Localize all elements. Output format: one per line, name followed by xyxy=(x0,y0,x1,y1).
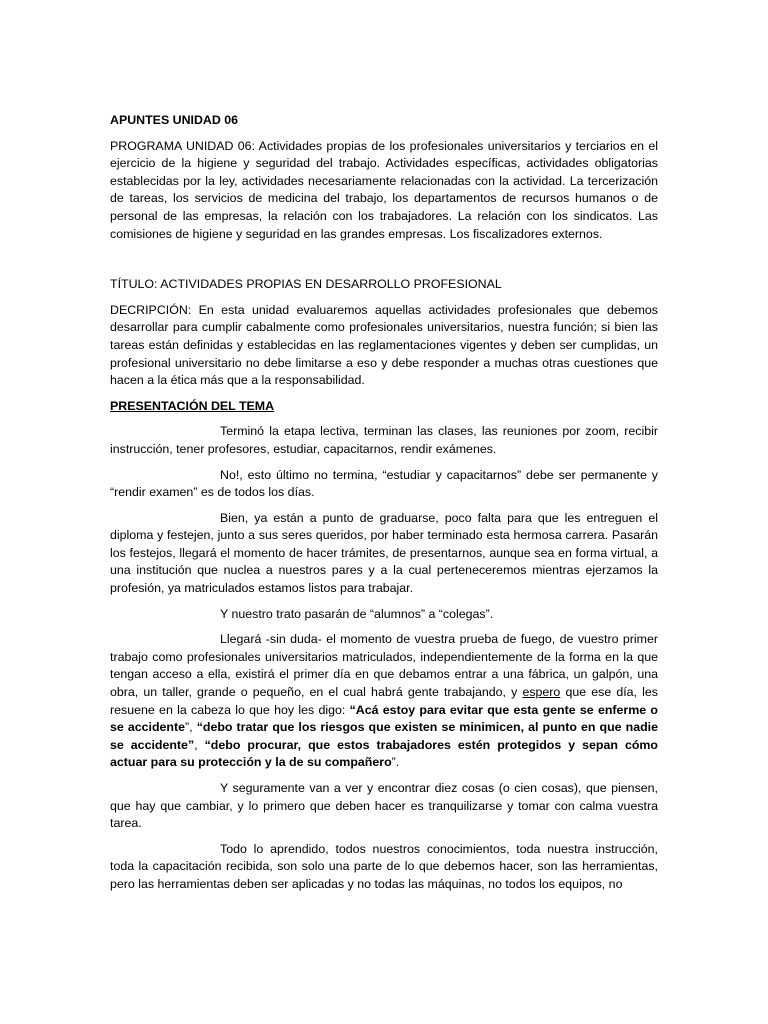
body-paragraph-6: Y seguramente van a ver y encontrar diez cosas (o cien cosas), que piensen, que hay que cambiar, y lo primero que deben hacer es tranquilizarse y tomar con calma vuestra tarea. xyxy=(110,781,658,831)
p5-quote-2: “debo tratar que los riesgos que existen se minimicen, al punto en que nadie se accidente” xyxy=(110,720,658,752)
body-paragraph-3: Bien, ya están a punto de graduarse, poco falta para que les entreguen el diploma y festejen, junto a sus seres queridos, por haber terminado esta hermosa carrera. Pasarán los festejos, llegará el momento de hacer trámites, de presentarnos, aunque sea en forma virtual, a una institución que nuclea a nuestros pares y a la cual perteneceremos mientras ejerzamos la profesión, ya matriculados estamos listos para trabajar. xyxy=(110,510,658,596)
p5-text-d: , xyxy=(194,737,205,752)
body-paragraph-1: Terminó la etapa lectiva, terminan las clases, las reuniones por zoom, recibir instrucción, tener profesores, estudiar, capacitarnos, rendir exámenes. xyxy=(110,424,658,456)
p5-text-a: Llegará -sin duda- el momento de vuestra prueba de fuego, de vuestro primer trabajo como profesionales universitarios matriculados, independientemente de la forma en la que tengan acceso a ella, existirá el primer día en que debamos entrar a una fábrica, un galpón, una obra, un taller, grande o pequeño, en el cual habrá gente trabajando, y xyxy=(110,632,658,700)
descripcion-paragraph: DECRIPCIÓN: En esta unidad evaluaremos aquellas actividades profesionales que debemos desarrollar para cumplir cabalmente como profesionales universitarios, nuestra función; si bien las tareas están definidas y establecidas en las reglamentaciones vigentes y deben ser cumplidas, un profesional universitario no debe limitarse a eso y debe responder a muchas otras cuestiones que hacen a la ética más que a la responsabilidad. xyxy=(110,302,658,388)
body-paragraph-7: Todo lo aprendido, todos nuestros conocimientos, toda nuestra instrucción, toda la capacitación recibida, son solo una parte de lo que debemos hacer, son las herramientas, pero las herramientas deben ser aplicadas y no todas las máquinas, no todos los equipos, no xyxy=(110,841,658,891)
p5-text-e: ”. xyxy=(391,755,400,770)
body-paragraph-4: Y nuestro trato pasarán de “alumnos” a “colegas”. xyxy=(220,606,494,621)
document-heading: APUNTES UNIDAD 06 xyxy=(110,113,239,127)
p5-text-b: que ese día, les resuene en la cabeza lo que hoy les digo: xyxy=(110,685,658,717)
p5-quote-3: “debo procurar, que estos trabajadores estén protegidos y sepan cómo actuar para su protección y la de su compañero xyxy=(110,737,658,770)
p5-text-c: ”, xyxy=(185,720,197,735)
programa-paragraph: PROGRAMA UNIDAD 06: Actividades propias de los profesionales universitarios y terciarios en el ejercicio de la higiene y seguridad del trabajo. Actividades específicas, actividades obligatorias establecidas por la ley, actividades necesariamente relacionadas con la actividad. La tercerización de tareas, los servicios de medicina del trabajo, los departamentos de recursos humanos o de personal de las empresas, la relación con los trabajadores. La relación con los sindicatos. Las comisiones de higiene y seguridad en las grandes empresas. Los fiscalizadores externos. xyxy=(110,138,658,241)
p5-underlined-word: espero xyxy=(522,685,561,700)
body-paragraph-2: No!, esto último no termina, “estudiar y capacitarnos” debe ser permanente y “rendir examen” es de todos los días. xyxy=(110,467,658,500)
p5-quote-1: “Acá estoy para evitar que esta gente se enferme o se accidente xyxy=(110,702,658,735)
body-paragraph-5 xyxy=(110,631,658,772)
section-heading: PRESENTACIÓN DEL TEMA xyxy=(110,398,275,413)
titulo-line: TÍTULO: ACTIVIDADES PROPIAS EN DESARROLLO PROFESIONAL xyxy=(110,277,502,292)
